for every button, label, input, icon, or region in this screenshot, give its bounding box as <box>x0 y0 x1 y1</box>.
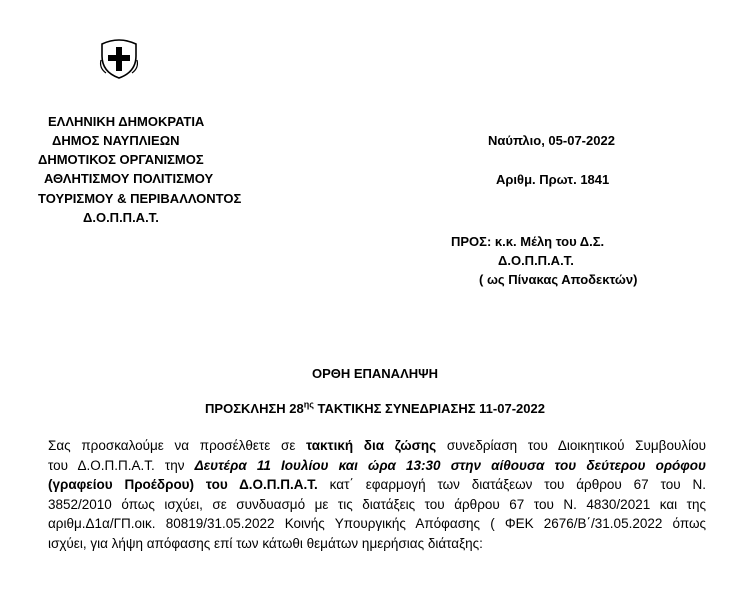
header-line-3: ΔΗΜΟΤΙΚΟΣ ΟΡΓΑΝΙΣΜΟΣ <box>38 152 204 167</box>
invitation-title: ΠΡΟΣΚΛΗΣΗ $28^{\eta\varsigma}$ ΤΑΚΤΙΚΗΣ ΣΥΝΕΔΡΙΑΣΗΣ 11-07-2022 <box>205 399 545 416</box>
state-emblem-icon <box>98 38 140 80</box>
recipients-line-3: ( ως Πίνακας Αποδεκτών) <box>479 272 638 287</box>
recipients-line-2: Δ.Ο.Π.Π.Α.Τ. <box>498 253 574 268</box>
body-line-4: 3852/2010 όπως ισχύει, σε συνδυασμό με τις διατάξεις του άρθρου 67 του Ν. 4830/2021 και της <box>48 496 706 512</box>
header-line-6: Δ.Ο.Π.Π.Α.Τ. <box>83 210 159 225</box>
body-line-2: του Δ.Ο.Π.Π.Α.Τ. την Δευτέρα 11 Ιουλίου και ώρα 13:30 στην αίθουσα του δεύτερου ορόφου <box>48 457 707 473</box>
body-line-6: ισχύει, για λήψη απόφασης επί των κάτωθι θεμάτων ημερήσιας διάταξης: <box>48 535 483 551</box>
body-line-3: (γραφείου Προέδρου) του Δ.Ο.Π.Π.Α.Τ. κατ΄ εφαρμογή των διατάξεων του άρθρου 67 του Ν. <box>48 477 706 492</box>
header-line-5: ΤΟΥΡΙΣΜΟΥ & ΠΕΡΙΒΑΛΛΟΝΤΟΣ <box>38 191 242 206</box>
invitation-body <box>48 436 706 553</box>
body-line-1: Σας προσκαλούμε να προσέλθετε σε τακτική δια ζώσης συνεδρίαση του Διοικητικού Συμβουλίου <box>48 438 706 453</box>
ordinal-suffix: ης <box>303 399 314 410</box>
header-line-2: ΔΗΜΟΣ ΝΑΥΠΛΙΕΩΝ <box>52 133 180 148</box>
body-line-5: αριθμ.Δ1α/ΓΠ.οικ. 80819/31.05.2022 Κοινής Υπουργικής Απόφασης ( ΦΕΚ 2676/Β΄/31.05.2022 όπως <box>48 516 706 531</box>
place-date: Ναύπλιο, 05-07-2022 <box>488 133 615 148</box>
recipients-line-1: ΠΡΟΣ: κ.κ. Μέλη του Δ.Σ. <box>451 234 605 249</box>
correction-title: ΟΡΘΗ ΕΠΑΝΑΛΗΨΗ <box>311 366 439 381</box>
header-line-4: ΑΘΛΗΤΙΣΜΟΥ ΠΟΛΙΤΙΣΜΟΥ <box>44 171 214 186</box>
header-line-1: ΕΛΛΗΝΙΚΗ ΔΗΜΟΚΡΑΤΙΑ <box>48 114 205 129</box>
protocol-number: Αριθμ. Πρωτ. 1841 <box>496 172 610 187</box>
